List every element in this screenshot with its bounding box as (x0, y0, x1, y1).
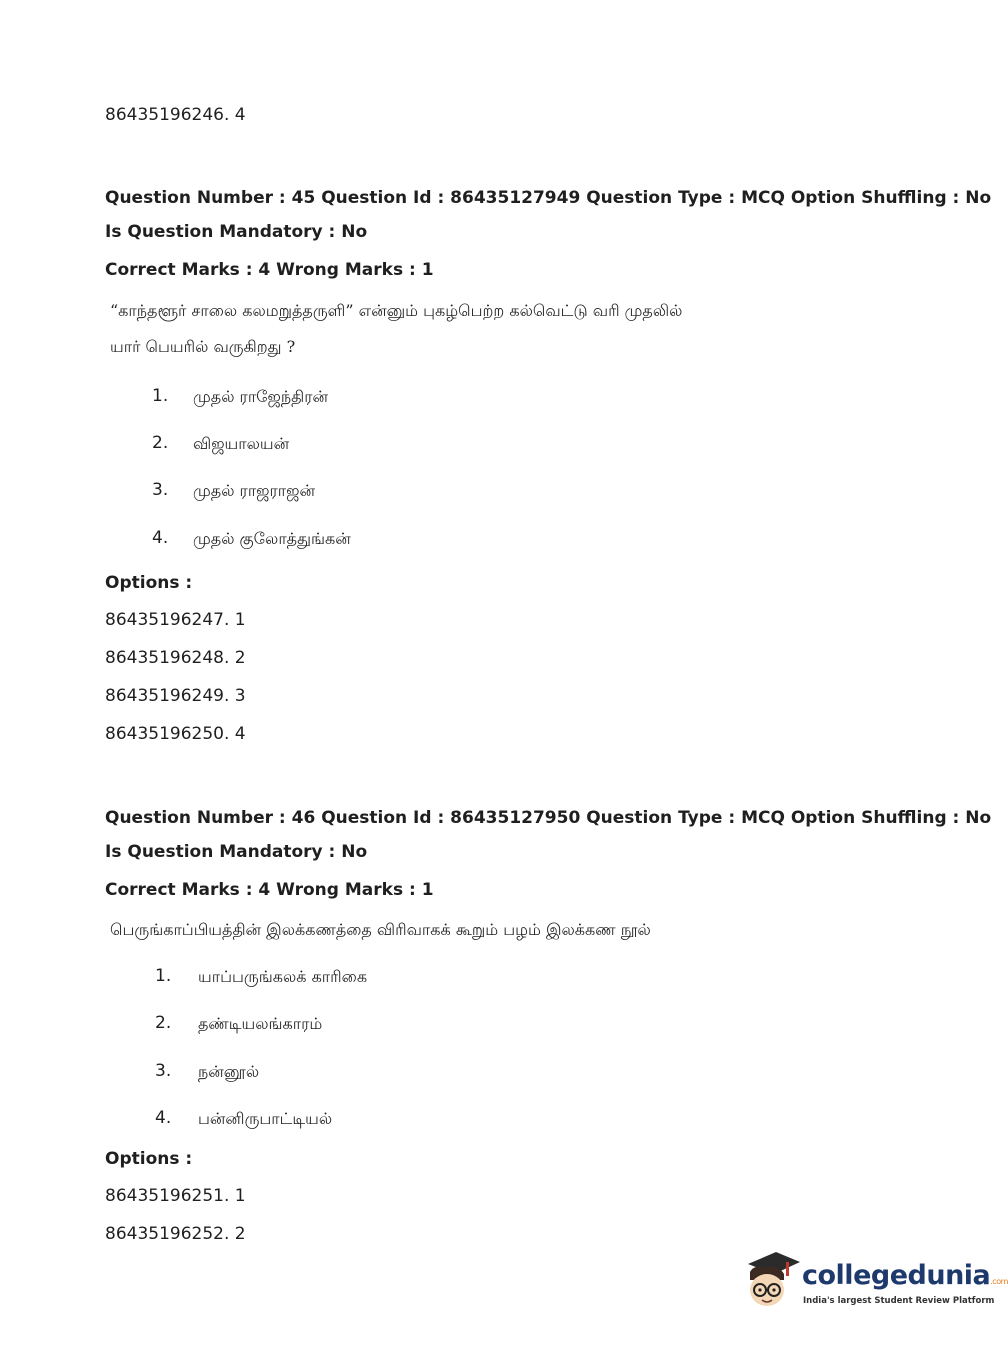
option-id: 86435196250. 4 (105, 724, 246, 744)
choice-number: 2. (152, 433, 169, 453)
question-mandatory: Is Question Mandatory : No (105, 222, 368, 242)
choice-number: 2. (155, 1013, 172, 1033)
question-mandatory: Is Question Mandatory : No (105, 842, 368, 862)
choice-number: 3. (155, 1061, 172, 1081)
options-label: Options : (105, 573, 193, 593)
option-id: 86435196252. 2 (105, 1224, 246, 1244)
option-id: 86435196251. 1 (105, 1186, 246, 1206)
top-option: 86435196246. 4 (105, 105, 246, 125)
choice-text: பன்னிருபாட்டியல் (198, 1109, 333, 1128)
question-text: யார் பெயரில் வருகிறது ? (110, 337, 296, 356)
choice-text: முதல் ராஜராஜன் (193, 481, 316, 500)
choice-number: 3. (152, 480, 169, 500)
choice-text: தண்டியலங்காரம் (198, 1014, 323, 1033)
options-label: Options : (105, 1149, 193, 1169)
choice-number: 1. (152, 386, 169, 406)
option-id: 86435196248. 2 (105, 648, 246, 668)
choice-text: முதல் ராஜேந்திரன் (193, 387, 329, 406)
option-id: 86435196247. 1 (105, 610, 246, 630)
choice-number: 1. (155, 966, 172, 986)
logo-wordmark: collegedunia.com (802, 1260, 1008, 1291)
option-id: 86435196249. 3 (105, 686, 246, 706)
choice-text: முதல் குலோத்துங்கன் (193, 529, 351, 548)
choice-text: விஜயாலயன் (193, 434, 290, 453)
choice-text: யாப்பருங்கலக் காரிகை (198, 967, 368, 986)
question-marks: Correct Marks : 4 Wrong Marks : 1 (105, 880, 434, 900)
logo-tagline: India's largest Student Review Platform (803, 1296, 995, 1306)
question-header: Question Number : 45 Question Id : 86435127949 Question Type : MCQ Option Shuffling : No (105, 188, 992, 208)
question-marks: Correct Marks : 4 Wrong Marks : 1 (105, 260, 434, 280)
question-text: பெருங்காப்பியத்தின் இலக்கணத்தை விரிவாகக் கூறும் பழம் இலக்கண நூல் (110, 920, 651, 939)
mascot-icon (742, 1250, 802, 1312)
question-header: Question Number : 46 Question Id : 86435127950 Question Type : MCQ Option Shuffling : No (105, 808, 992, 828)
choice-number: 4. (155, 1108, 172, 1128)
logo-suffix: .com (990, 1277, 1008, 1286)
question-text: “காந்தளூர் சாலை கலமறுத்தருளி” என்னும் புகழ்பெற்ற கல்வெட்டு வரி முதலில் (110, 301, 683, 320)
collegedunia-logo (742, 1250, 1008, 1312)
choice-number: 4. (152, 528, 169, 548)
choice-text: நன்னூல் (198, 1062, 260, 1081)
